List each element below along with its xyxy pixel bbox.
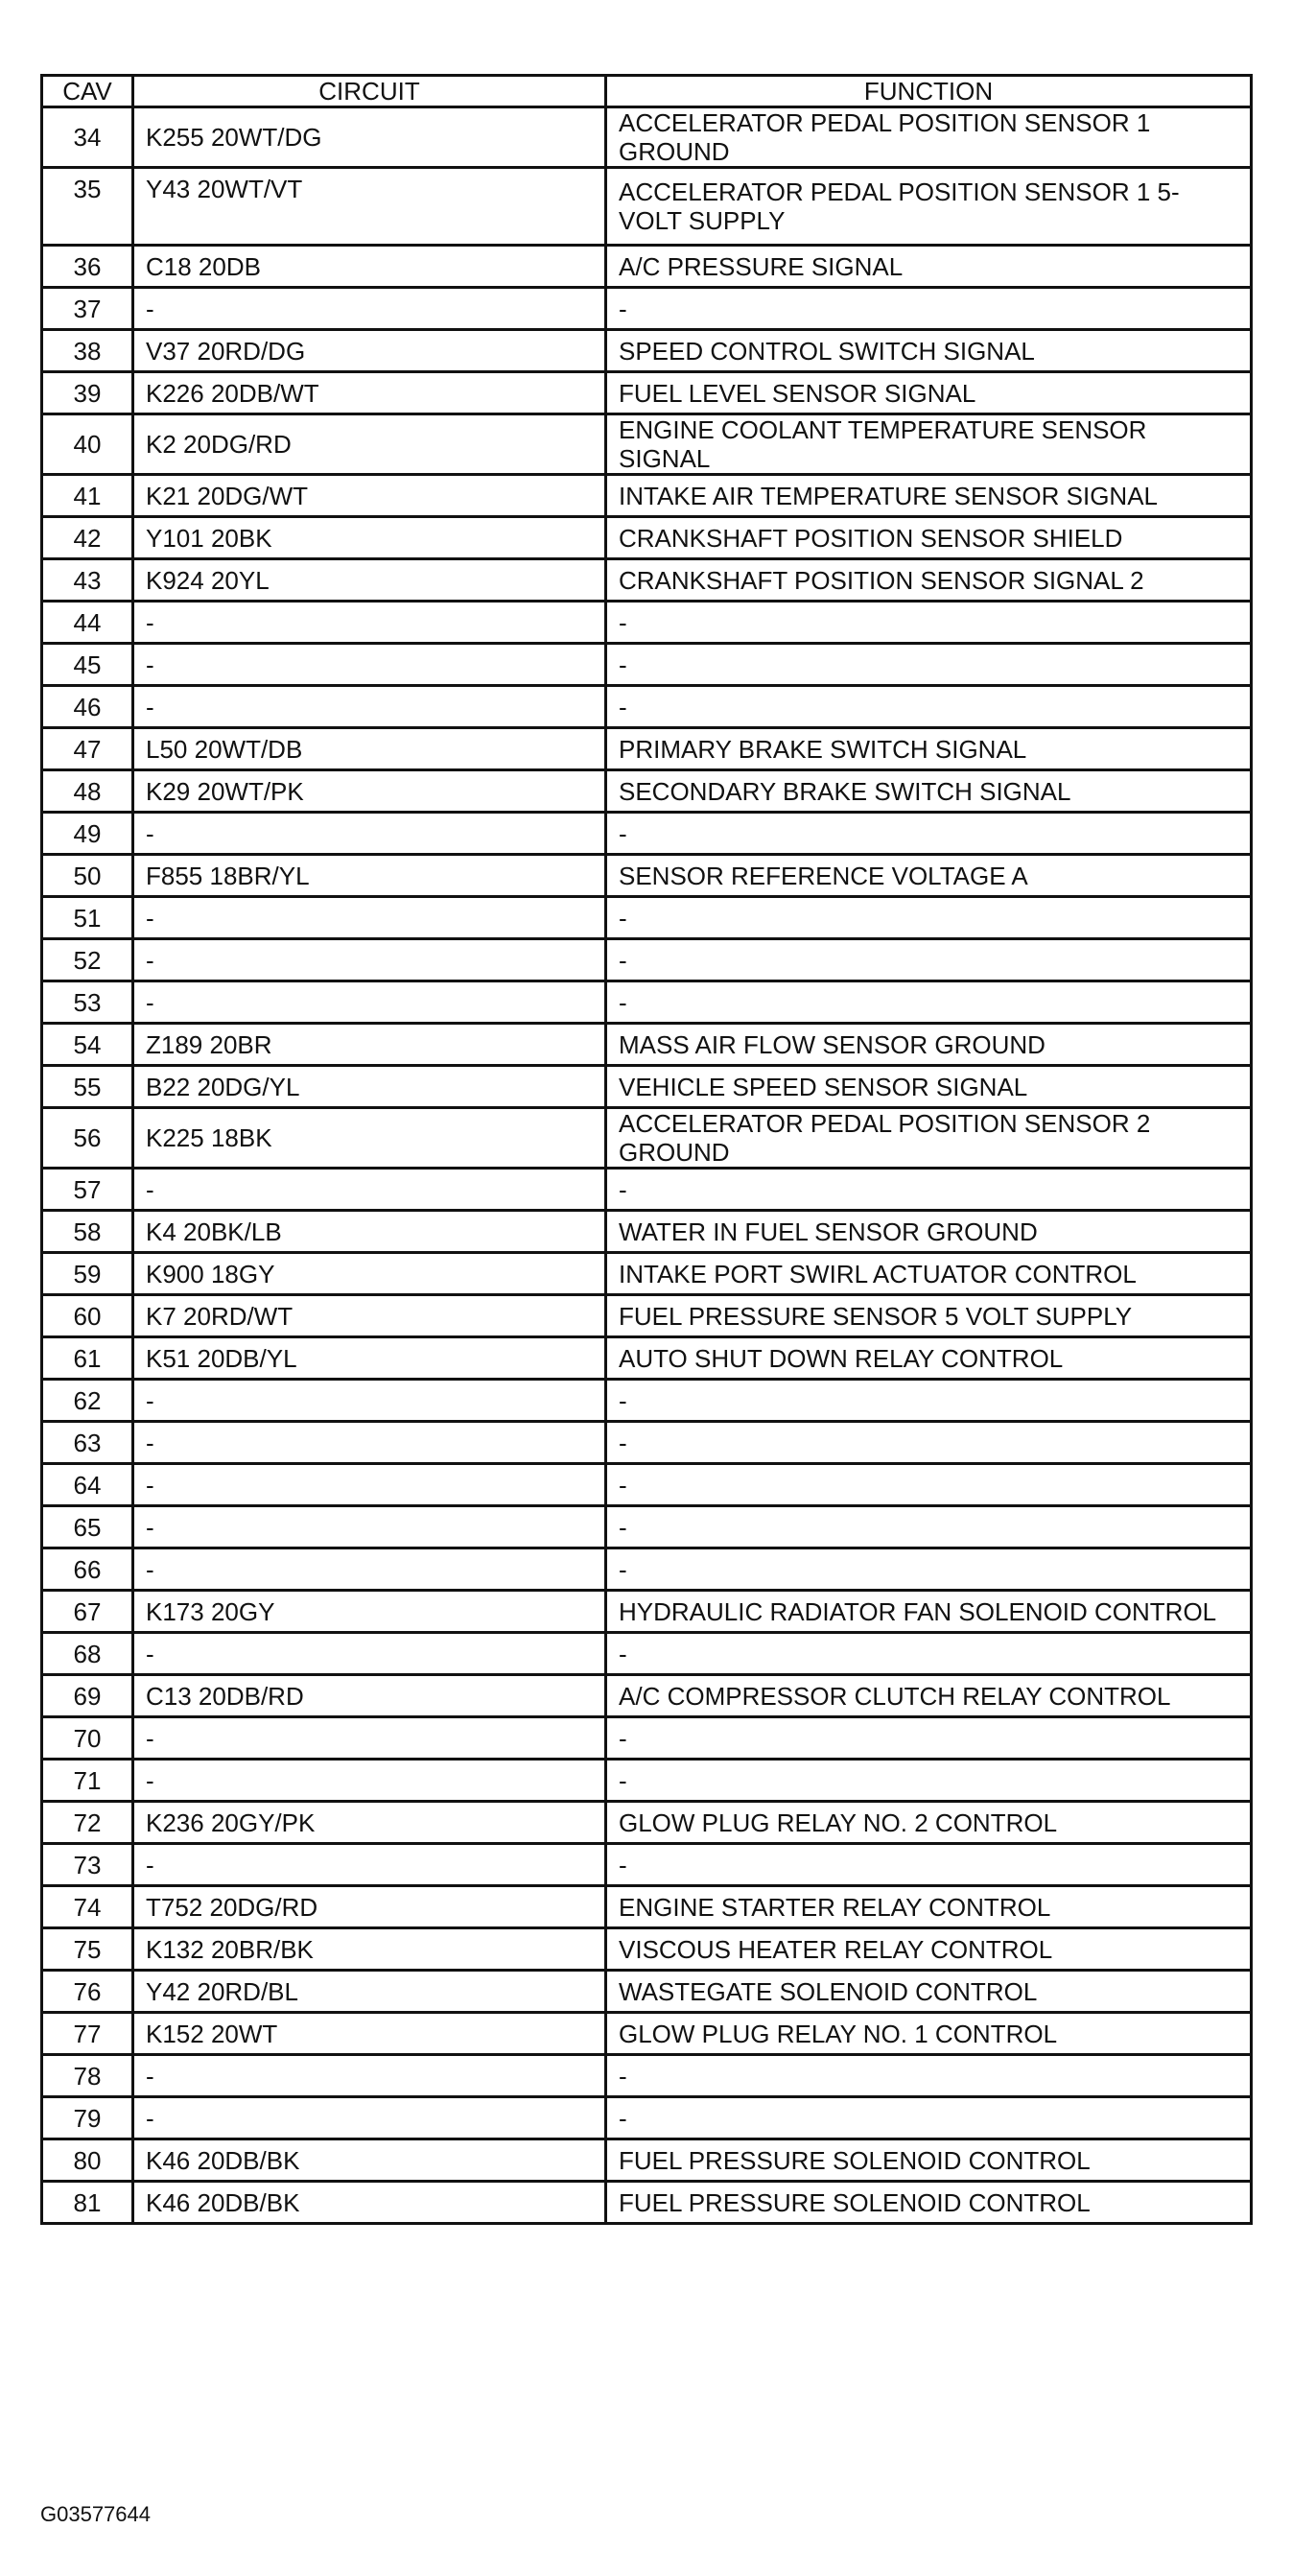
circuit-cell: Z189 20BR bbox=[133, 1024, 606, 1066]
circuit-cell: K46 20DB/BK bbox=[133, 2182, 606, 2224]
circuit-cell: - bbox=[133, 288, 606, 330]
circuit-cell: - bbox=[133, 939, 606, 981]
cav-cell: 73 bbox=[42, 1844, 133, 1886]
table-row bbox=[42, 517, 1252, 559]
function-cell: - bbox=[606, 1422, 1252, 1464]
function-cell: - bbox=[606, 1633, 1252, 1675]
circuit-cell: - bbox=[133, 602, 606, 644]
circuit-cell: K226 20DB/WT bbox=[133, 372, 606, 414]
function-cell: MASS AIR FLOW SENSOR GROUND bbox=[606, 1024, 1252, 1066]
circuit-cell: K132 20BR/BK bbox=[133, 1928, 606, 1971]
circuit-cell: Y43 20WT/VT bbox=[133, 168, 606, 246]
circuit-cell: - bbox=[133, 2097, 606, 2139]
cav-cell: 81 bbox=[42, 2182, 133, 2224]
header-cav: CAV bbox=[42, 76, 133, 107]
cav-cell: 79 bbox=[42, 2097, 133, 2139]
circuit-cell: K255 20WT/DG bbox=[133, 107, 606, 168]
table-row bbox=[42, 2139, 1252, 2182]
cav-cell: 35 bbox=[42, 168, 133, 246]
table-row bbox=[42, 372, 1252, 414]
table-row bbox=[42, 2182, 1252, 2224]
table-row bbox=[42, 2013, 1252, 2055]
table-row bbox=[42, 813, 1252, 855]
function-cell: - bbox=[606, 1464, 1252, 1506]
function-cell: - bbox=[606, 897, 1252, 939]
circuit-cell: - bbox=[133, 1633, 606, 1675]
circuit-cell: - bbox=[133, 1760, 606, 1802]
cav-cell: 62 bbox=[42, 1380, 133, 1422]
circuit-cell: K46 20DB/BK bbox=[133, 2139, 606, 2182]
table-row bbox=[42, 1760, 1252, 1802]
function-cell: - bbox=[606, 939, 1252, 981]
cav-cell: 37 bbox=[42, 288, 133, 330]
cav-cell: 72 bbox=[42, 1802, 133, 1844]
cav-cell: 44 bbox=[42, 602, 133, 644]
table-row bbox=[42, 1928, 1252, 1971]
cav-cell: 55 bbox=[42, 1066, 133, 1108]
table-row bbox=[42, 1717, 1252, 1760]
circuit-cell: - bbox=[133, 813, 606, 855]
function-cell: VEHICLE SPEED SENSOR SIGNAL bbox=[606, 1066, 1252, 1108]
cav-cell: 39 bbox=[42, 372, 133, 414]
table-row bbox=[42, 414, 1252, 475]
cav-cell: 42 bbox=[42, 517, 133, 559]
cav-cell: 75 bbox=[42, 1928, 133, 1971]
table-row bbox=[42, 475, 1252, 517]
table-row bbox=[42, 1295, 1252, 1337]
cav-cell: 77 bbox=[42, 2013, 133, 2055]
table-row bbox=[42, 1108, 1252, 1169]
function-cell: WASTEGATE SOLENOID CONTROL bbox=[606, 1971, 1252, 2013]
table-row bbox=[42, 602, 1252, 644]
table-row bbox=[42, 939, 1252, 981]
cav-cell: 67 bbox=[42, 1591, 133, 1633]
table-row bbox=[42, 1886, 1252, 1928]
function-cell: VISCOUS HEATER RELAY CONTROL bbox=[606, 1928, 1252, 1971]
function-cell: CRANKSHAFT POSITION SENSOR SHIELD bbox=[606, 517, 1252, 559]
function-cell: FUEL LEVEL SENSOR SIGNAL bbox=[606, 372, 1252, 414]
circuit-cell: - bbox=[133, 1380, 606, 1422]
cav-cell: 38 bbox=[42, 330, 133, 372]
cav-cell: 34 bbox=[42, 107, 133, 168]
function-cell: ENGINE COOLANT TEMPERATURE SENSOR SIGNAL bbox=[606, 414, 1252, 475]
cav-cell: 53 bbox=[42, 981, 133, 1024]
table-row bbox=[42, 330, 1252, 372]
function-cell: - bbox=[606, 288, 1252, 330]
function-cell: FUEL PRESSURE SOLENOID CONTROL bbox=[606, 2182, 1252, 2224]
table-row bbox=[42, 559, 1252, 602]
circuit-cell: - bbox=[133, 1464, 606, 1506]
table-row bbox=[42, 1591, 1252, 1633]
table-row bbox=[42, 168, 1252, 246]
table-body bbox=[42, 107, 1252, 2224]
table-row bbox=[42, 1971, 1252, 2013]
header-function: FUNCTION bbox=[606, 76, 1252, 107]
cav-cell: 54 bbox=[42, 1024, 133, 1066]
table-row bbox=[42, 1337, 1252, 1380]
table-row bbox=[42, 1211, 1252, 1253]
cav-cell: 71 bbox=[42, 1760, 133, 1802]
cav-cell: 59 bbox=[42, 1253, 133, 1295]
table-row bbox=[42, 1675, 1252, 1717]
cav-cell: 78 bbox=[42, 2055, 133, 2097]
circuit-cell: - bbox=[133, 1506, 606, 1548]
table-row bbox=[42, 1844, 1252, 1886]
function-cell: - bbox=[606, 1380, 1252, 1422]
circuit-cell: - bbox=[133, 1844, 606, 1886]
table-row bbox=[42, 1169, 1252, 1211]
cav-cell: 41 bbox=[42, 475, 133, 517]
table-row bbox=[42, 2097, 1252, 2139]
circuit-cell: V37 20RD/DG bbox=[133, 330, 606, 372]
table-row bbox=[42, 1024, 1252, 1066]
function-cell: HYDRAULIC RADIATOR FAN SOLENOID CONTROL bbox=[606, 1591, 1252, 1633]
function-cell: CRANKSHAFT POSITION SENSOR SIGNAL 2 bbox=[606, 559, 1252, 602]
cav-cell: 49 bbox=[42, 813, 133, 855]
circuit-cell: - bbox=[133, 2055, 606, 2097]
function-cell: ENGINE STARTER RELAY CONTROL bbox=[606, 1886, 1252, 1928]
cav-cell: 69 bbox=[42, 1675, 133, 1717]
cav-cell: 45 bbox=[42, 644, 133, 686]
circuit-cell: - bbox=[133, 1548, 606, 1591]
function-cell: - bbox=[606, 1844, 1252, 1886]
circuit-cell: - bbox=[133, 644, 606, 686]
circuit-cell: Y42 20RD/BL bbox=[133, 1971, 606, 2013]
cav-cell: 64 bbox=[42, 1464, 133, 1506]
table-row bbox=[42, 1464, 1252, 1506]
table-row bbox=[42, 644, 1252, 686]
cav-cell: 66 bbox=[42, 1548, 133, 1591]
function-cell: - bbox=[606, 1506, 1252, 1548]
circuit-cell: - bbox=[133, 897, 606, 939]
circuit-cell: K29 20WT/PK bbox=[133, 770, 606, 813]
cav-cell: 65 bbox=[42, 1506, 133, 1548]
function-cell: ACCELERATOR PEDAL POSITION SENSOR 1 GROUND bbox=[606, 107, 1252, 168]
connector-pinout-table bbox=[40, 74, 1253, 2225]
table-row bbox=[42, 1253, 1252, 1295]
function-cell: FUEL PRESSURE SOLENOID CONTROL bbox=[606, 2139, 1252, 2182]
table-row bbox=[42, 686, 1252, 728]
circuit-cell: K51 20DB/YL bbox=[133, 1337, 606, 1380]
cav-cell: 76 bbox=[42, 1971, 133, 2013]
function-cell: - bbox=[606, 2097, 1252, 2139]
table-row bbox=[42, 981, 1252, 1024]
cav-cell: 68 bbox=[42, 1633, 133, 1675]
table-row bbox=[42, 246, 1252, 288]
function-cell: A/C PRESSURE SIGNAL bbox=[606, 246, 1252, 288]
cav-cell: 70 bbox=[42, 1717, 133, 1760]
table-row bbox=[42, 770, 1252, 813]
table-row bbox=[42, 2055, 1252, 2097]
circuit-cell: - bbox=[133, 981, 606, 1024]
circuit-cell: K173 20GY bbox=[133, 1591, 606, 1633]
function-cell: - bbox=[606, 813, 1252, 855]
circuit-cell: K900 18GY bbox=[133, 1253, 606, 1295]
function-cell: - bbox=[606, 602, 1252, 644]
function-cell: GLOW PLUG RELAY NO. 1 CONTROL bbox=[606, 2013, 1252, 2055]
circuit-cell: K924 20YL bbox=[133, 559, 606, 602]
cav-cell: 60 bbox=[42, 1295, 133, 1337]
function-cell: - bbox=[606, 1760, 1252, 1802]
cav-cell: 52 bbox=[42, 939, 133, 981]
function-cell: AUTO SHUT DOWN RELAY CONTROL bbox=[606, 1337, 1252, 1380]
cav-cell: 80 bbox=[42, 2139, 133, 2182]
circuit-cell: Y101 20BK bbox=[133, 517, 606, 559]
cav-cell: 61 bbox=[42, 1337, 133, 1380]
circuit-cell: K2 20DG/RD bbox=[133, 414, 606, 475]
cav-cell: 48 bbox=[42, 770, 133, 813]
table-row bbox=[42, 728, 1252, 770]
circuit-cell: B22 20DG/YL bbox=[133, 1066, 606, 1108]
circuit-cell: T752 20DG/RD bbox=[133, 1886, 606, 1928]
function-cell: ACCELERATOR PEDAL POSITION SENSOR 1 5-VOLT SUPPLY bbox=[606, 168, 1252, 246]
circuit-cell: K21 20DG/WT bbox=[133, 475, 606, 517]
table-row bbox=[42, 107, 1252, 168]
function-cell: - bbox=[606, 981, 1252, 1024]
table-row bbox=[42, 1380, 1252, 1422]
cav-cell: 63 bbox=[42, 1422, 133, 1464]
header-row bbox=[42, 76, 1252, 107]
circuit-cell: K7 20RD/WT bbox=[133, 1295, 606, 1337]
table-row bbox=[42, 1633, 1252, 1675]
function-cell: INTAKE PORT SWIRL ACTUATOR CONTROL bbox=[606, 1253, 1252, 1295]
cav-cell: 43 bbox=[42, 559, 133, 602]
table-row bbox=[42, 1066, 1252, 1108]
cav-cell: 58 bbox=[42, 1211, 133, 1253]
cav-cell: 46 bbox=[42, 686, 133, 728]
circuit-cell: K152 20WT bbox=[133, 2013, 606, 2055]
table-row bbox=[42, 855, 1252, 897]
circuit-cell: C13 20DB/RD bbox=[133, 1675, 606, 1717]
function-cell: INTAKE AIR TEMPERATURE SENSOR SIGNAL bbox=[606, 475, 1252, 517]
circuit-cell: K225 18BK bbox=[133, 1108, 606, 1169]
circuit-cell: L50 20WT/DB bbox=[133, 728, 606, 770]
circuit-cell: F855 18BR/YL bbox=[133, 855, 606, 897]
cav-cell: 51 bbox=[42, 897, 133, 939]
function-cell: A/C COMPRESSOR CLUTCH RELAY CONTROL bbox=[606, 1675, 1252, 1717]
circuit-cell: K4 20BK/LB bbox=[133, 1211, 606, 1253]
function-cell: - bbox=[606, 1548, 1252, 1591]
function-cell: FUEL PRESSURE SENSOR 5 VOLT SUPPLY bbox=[606, 1295, 1252, 1337]
circuit-cell: - bbox=[133, 1169, 606, 1211]
table-row bbox=[42, 897, 1252, 939]
cav-cell: 56 bbox=[42, 1108, 133, 1169]
function-cell: - bbox=[606, 2055, 1252, 2097]
circuit-cell: C18 20DB bbox=[133, 246, 606, 288]
table-row bbox=[42, 1548, 1252, 1591]
function-cell: - bbox=[606, 644, 1252, 686]
circuit-cell: K236 20GY/PK bbox=[133, 1802, 606, 1844]
cav-cell: 50 bbox=[42, 855, 133, 897]
function-cell: PRIMARY BRAKE SWITCH SIGNAL bbox=[606, 728, 1252, 770]
cav-cell: 74 bbox=[42, 1886, 133, 1928]
cav-cell: 36 bbox=[42, 246, 133, 288]
function-cell: SECONDARY BRAKE SWITCH SIGNAL bbox=[606, 770, 1252, 813]
table-row bbox=[42, 1422, 1252, 1464]
table-row bbox=[42, 1506, 1252, 1548]
function-cell: SENSOR REFERENCE VOLTAGE A bbox=[606, 855, 1252, 897]
function-cell: SPEED CONTROL SWITCH SIGNAL bbox=[606, 330, 1252, 372]
function-cell: - bbox=[606, 1169, 1252, 1211]
cav-cell: 47 bbox=[42, 728, 133, 770]
circuit-cell: - bbox=[133, 686, 606, 728]
cav-cell: 40 bbox=[42, 414, 133, 475]
circuit-cell: - bbox=[133, 1422, 606, 1464]
function-cell: - bbox=[606, 686, 1252, 728]
function-cell: GLOW PLUG RELAY NO. 2 CONTROL bbox=[606, 1802, 1252, 1844]
table-row bbox=[42, 1802, 1252, 1844]
image-code: G03577644 bbox=[40, 2502, 151, 2526]
table-row bbox=[42, 288, 1252, 330]
cav-cell: 57 bbox=[42, 1169, 133, 1211]
header-circuit: CIRCUIT bbox=[133, 76, 606, 107]
function-cell: WATER IN FUEL SENSOR GROUND bbox=[606, 1211, 1252, 1253]
circuit-cell: - bbox=[133, 1717, 606, 1760]
function-cell: - bbox=[606, 1717, 1252, 1760]
function-cell: ACCELERATOR PEDAL POSITION SENSOR 2 GROUND bbox=[606, 1108, 1252, 1169]
